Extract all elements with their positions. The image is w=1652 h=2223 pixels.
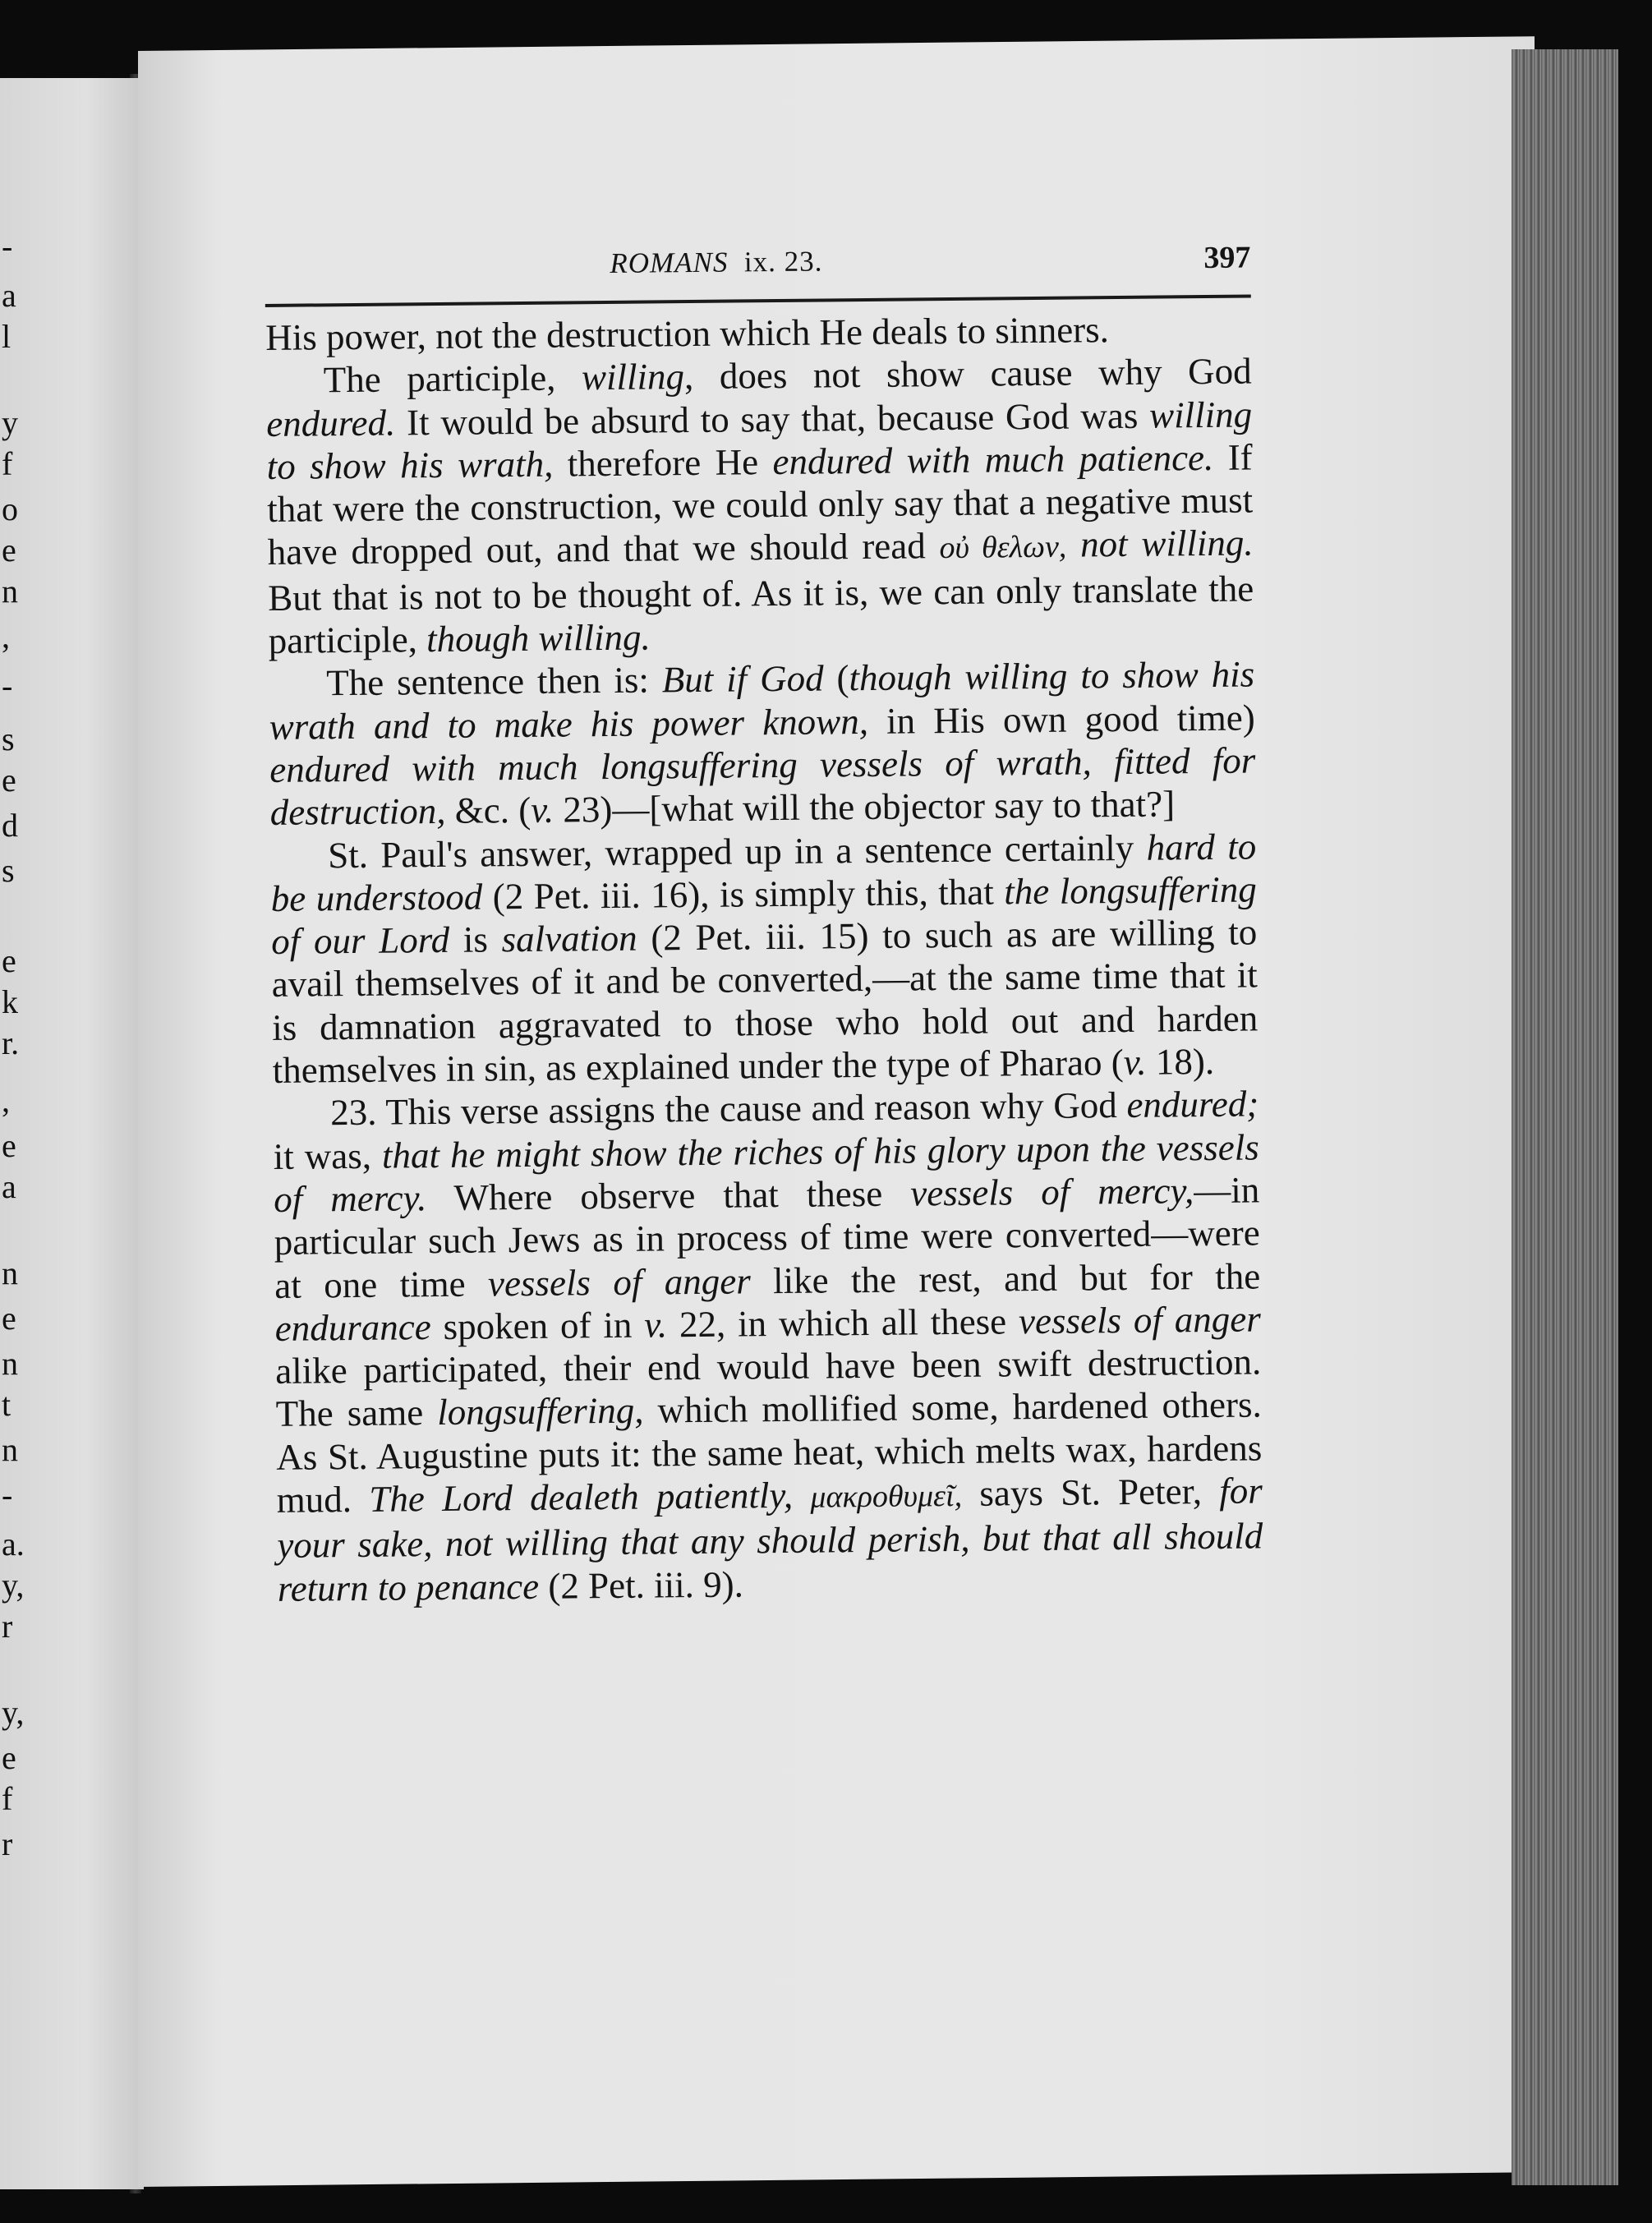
facing-page-fragment: e [2, 762, 16, 799]
paragraph [269, 653, 1256, 835]
italic-text: v. [1123, 1041, 1147, 1084]
italic-text: that he might show the riches of his glory upon the vessels of mercy. [274, 1126, 1259, 1220]
paragraph [273, 1083, 1263, 1610]
facing-page-fragment: , [2, 618, 10, 655]
facing-page-fragment: n [2, 1431, 18, 1468]
facing-page-fragment: - [2, 1476, 13, 1513]
text-run: 22, in which all these [666, 1300, 1019, 1346]
text-run: The sentence then is: [326, 659, 662, 704]
facing-page-fragment: y, [2, 1694, 25, 1731]
italic-text: vessels of mercy, [910, 1170, 1194, 1214]
italic-text: endured. [265, 402, 396, 444]
text-run: like the rest, and but for the [750, 1254, 1261, 1301]
text-run: (2 Pet. iii. 16), is simply this, that [481, 871, 1005, 918]
text-run: &c. ( [445, 789, 531, 832]
italic-text: willing [581, 356, 685, 398]
text-run: But that is not to be thought of. As it is, we can only translate the participle, [268, 568, 1254, 662]
facing-page-fragment: , [2, 1082, 10, 1119]
paragraph [270, 825, 1259, 1092]
italic-text: not willing. [1079, 522, 1254, 565]
facing-page [0, 78, 144, 2189]
facing-page-fragment: a [2, 277, 16, 314]
greek-text: οὐ θελων, [939, 530, 1067, 566]
facing-page-fragment: s [2, 720, 15, 757]
text-run: It would be absurd to say that, because God was [395, 394, 1150, 444]
facing-page-fragment: r [2, 1825, 13, 1862]
text-run: alike participated, their end would have been swift destruction. The same [275, 1341, 1262, 1435]
text-run [793, 1475, 811, 1516]
text-run: , does not show cause why God [683, 350, 1252, 398]
facing-page-fragment: s [2, 852, 15, 889]
greek-text: μακροθυμεῖ, [810, 1478, 963, 1515]
facing-page-fragment: l [2, 318, 12, 355]
facing-page-fragment: e [2, 1739, 16, 1776]
running-head-book: ROMAΝS [610, 246, 729, 279]
text-run: it was, [273, 1135, 383, 1177]
italic-text: salvation [501, 917, 637, 960]
italic-text: hard to be understood [270, 826, 1257, 919]
italic-text: endured with much patience. [772, 436, 1214, 482]
page-number: 397 [1203, 240, 1251, 276]
facing-page-fragment: y, [2, 1567, 25, 1604]
italic-text: though willing to show his wrath and to make his power known, [269, 653, 1255, 748]
text-run: (2 Pet. iii. 15) to such as are willing to avail themselves of it and be converted,—at the same time that it is damnation aggravated to those who hold out and harden themselves in sin, as explained under the type of Pharao ( [271, 911, 1259, 1091]
text-run: 23)—[what will the objector say to that?] [553, 783, 1176, 831]
text-run: which mollified some, hardened others. As St. Augustine puts it: the same heat, which melts wax, hardens mud. [276, 1383, 1263, 1521]
running-head-title [610, 245, 822, 279]
italic-text: vessels of anger [487, 1259, 751, 1304]
page-edges [1512, 49, 1618, 2185]
text-run: —in particular such Jews as in process of time were converted—were at one time [274, 1169, 1260, 1306]
italic-text: though willing. [426, 616, 651, 660]
text-run: is [449, 918, 502, 961]
facing-page-fragment: f [2, 445, 13, 482]
facing-page-fragment: n [2, 1254, 18, 1291]
italic-text: The Lord dealeth patiently, [369, 1474, 794, 1520]
facing-page-fragment: o [2, 490, 18, 527]
paragraph [265, 350, 1254, 663]
facing-page-fragment: e [2, 1300, 16, 1337]
italic-text: endured; [1126, 1083, 1259, 1126]
facing-page-fragment: n [2, 1345, 18, 1382]
text-run: in His own good time) [867, 697, 1255, 742]
running-head-reference: ix. 23. [743, 245, 823, 278]
text-run: 23. This verse assigns the cause and reason why God [330, 1084, 1127, 1134]
italic-text: endurance [274, 1305, 431, 1349]
facing-page-fragment: a [2, 1168, 16, 1205]
text-run: ( [823, 657, 849, 699]
text-run [1066, 524, 1080, 565]
text-run: St. Paul's answer, wrapped up in a sentence certainly [328, 826, 1147, 876]
text-run: says St. Peter, [961, 1470, 1220, 1514]
italic-text: But if God [661, 657, 824, 701]
italic-text: v. [530, 789, 555, 831]
italic-text: willing to show his wrath, [266, 394, 1253, 487]
italic-text: longsuffering, [436, 1390, 644, 1434]
italic-text: for your sake, not willing that any should perish, but that all should return to penance [277, 1470, 1263, 1609]
facing-page-fragment: e [2, 942, 16, 979]
text-run: spoken of in [430, 1304, 645, 1347]
facing-page-fragment: k [2, 983, 18, 1020]
facing-page-fragment: y [2, 404, 18, 441]
italic-text: v. [643, 1304, 668, 1346]
italic-text: vessels of anger [1018, 1298, 1261, 1342]
facing-page-fragment: e [2, 1127, 16, 1164]
text-run: His power, not the destruction which He deals to sinners. [265, 309, 1110, 358]
facing-page-fragment: r. [2, 1024, 20, 1061]
text-run: If that were the construction, we could only say that a negative must have dropped out, and that we should read [266, 436, 1254, 573]
body-text [265, 306, 1263, 1609]
facing-page-fragment: n [2, 573, 18, 610]
italic-text: the longsuffering of our Lord [271, 868, 1257, 963]
page-text-block [265, 224, 1263, 1609]
text-run: therefore He [553, 440, 773, 485]
facing-page-fragment: r [2, 1608, 13, 1645]
running-head [265, 224, 1251, 292]
facing-page-fragment: f [2, 1780, 13, 1817]
text-run: Where observe that these [426, 1172, 911, 1219]
facing-page-fragment: - [2, 667, 13, 704]
facing-page-fragment: - [2, 228, 13, 265]
facing-page-fragment: t [2, 1386, 12, 1423]
facing-page-fragment: a. [2, 1526, 25, 1563]
text-run: The participle, [323, 357, 582, 401]
facing-page-fragment: e [2, 532, 16, 568]
facing-page-fragment: d [2, 807, 18, 844]
italic-text: endured with much longsuffering vessels of wrath, fitted for destruction, [269, 739, 1256, 834]
text-run: 18). [1146, 1040, 1215, 1083]
text-run: (2 Pet. iii. 9). [538, 1563, 744, 1607]
